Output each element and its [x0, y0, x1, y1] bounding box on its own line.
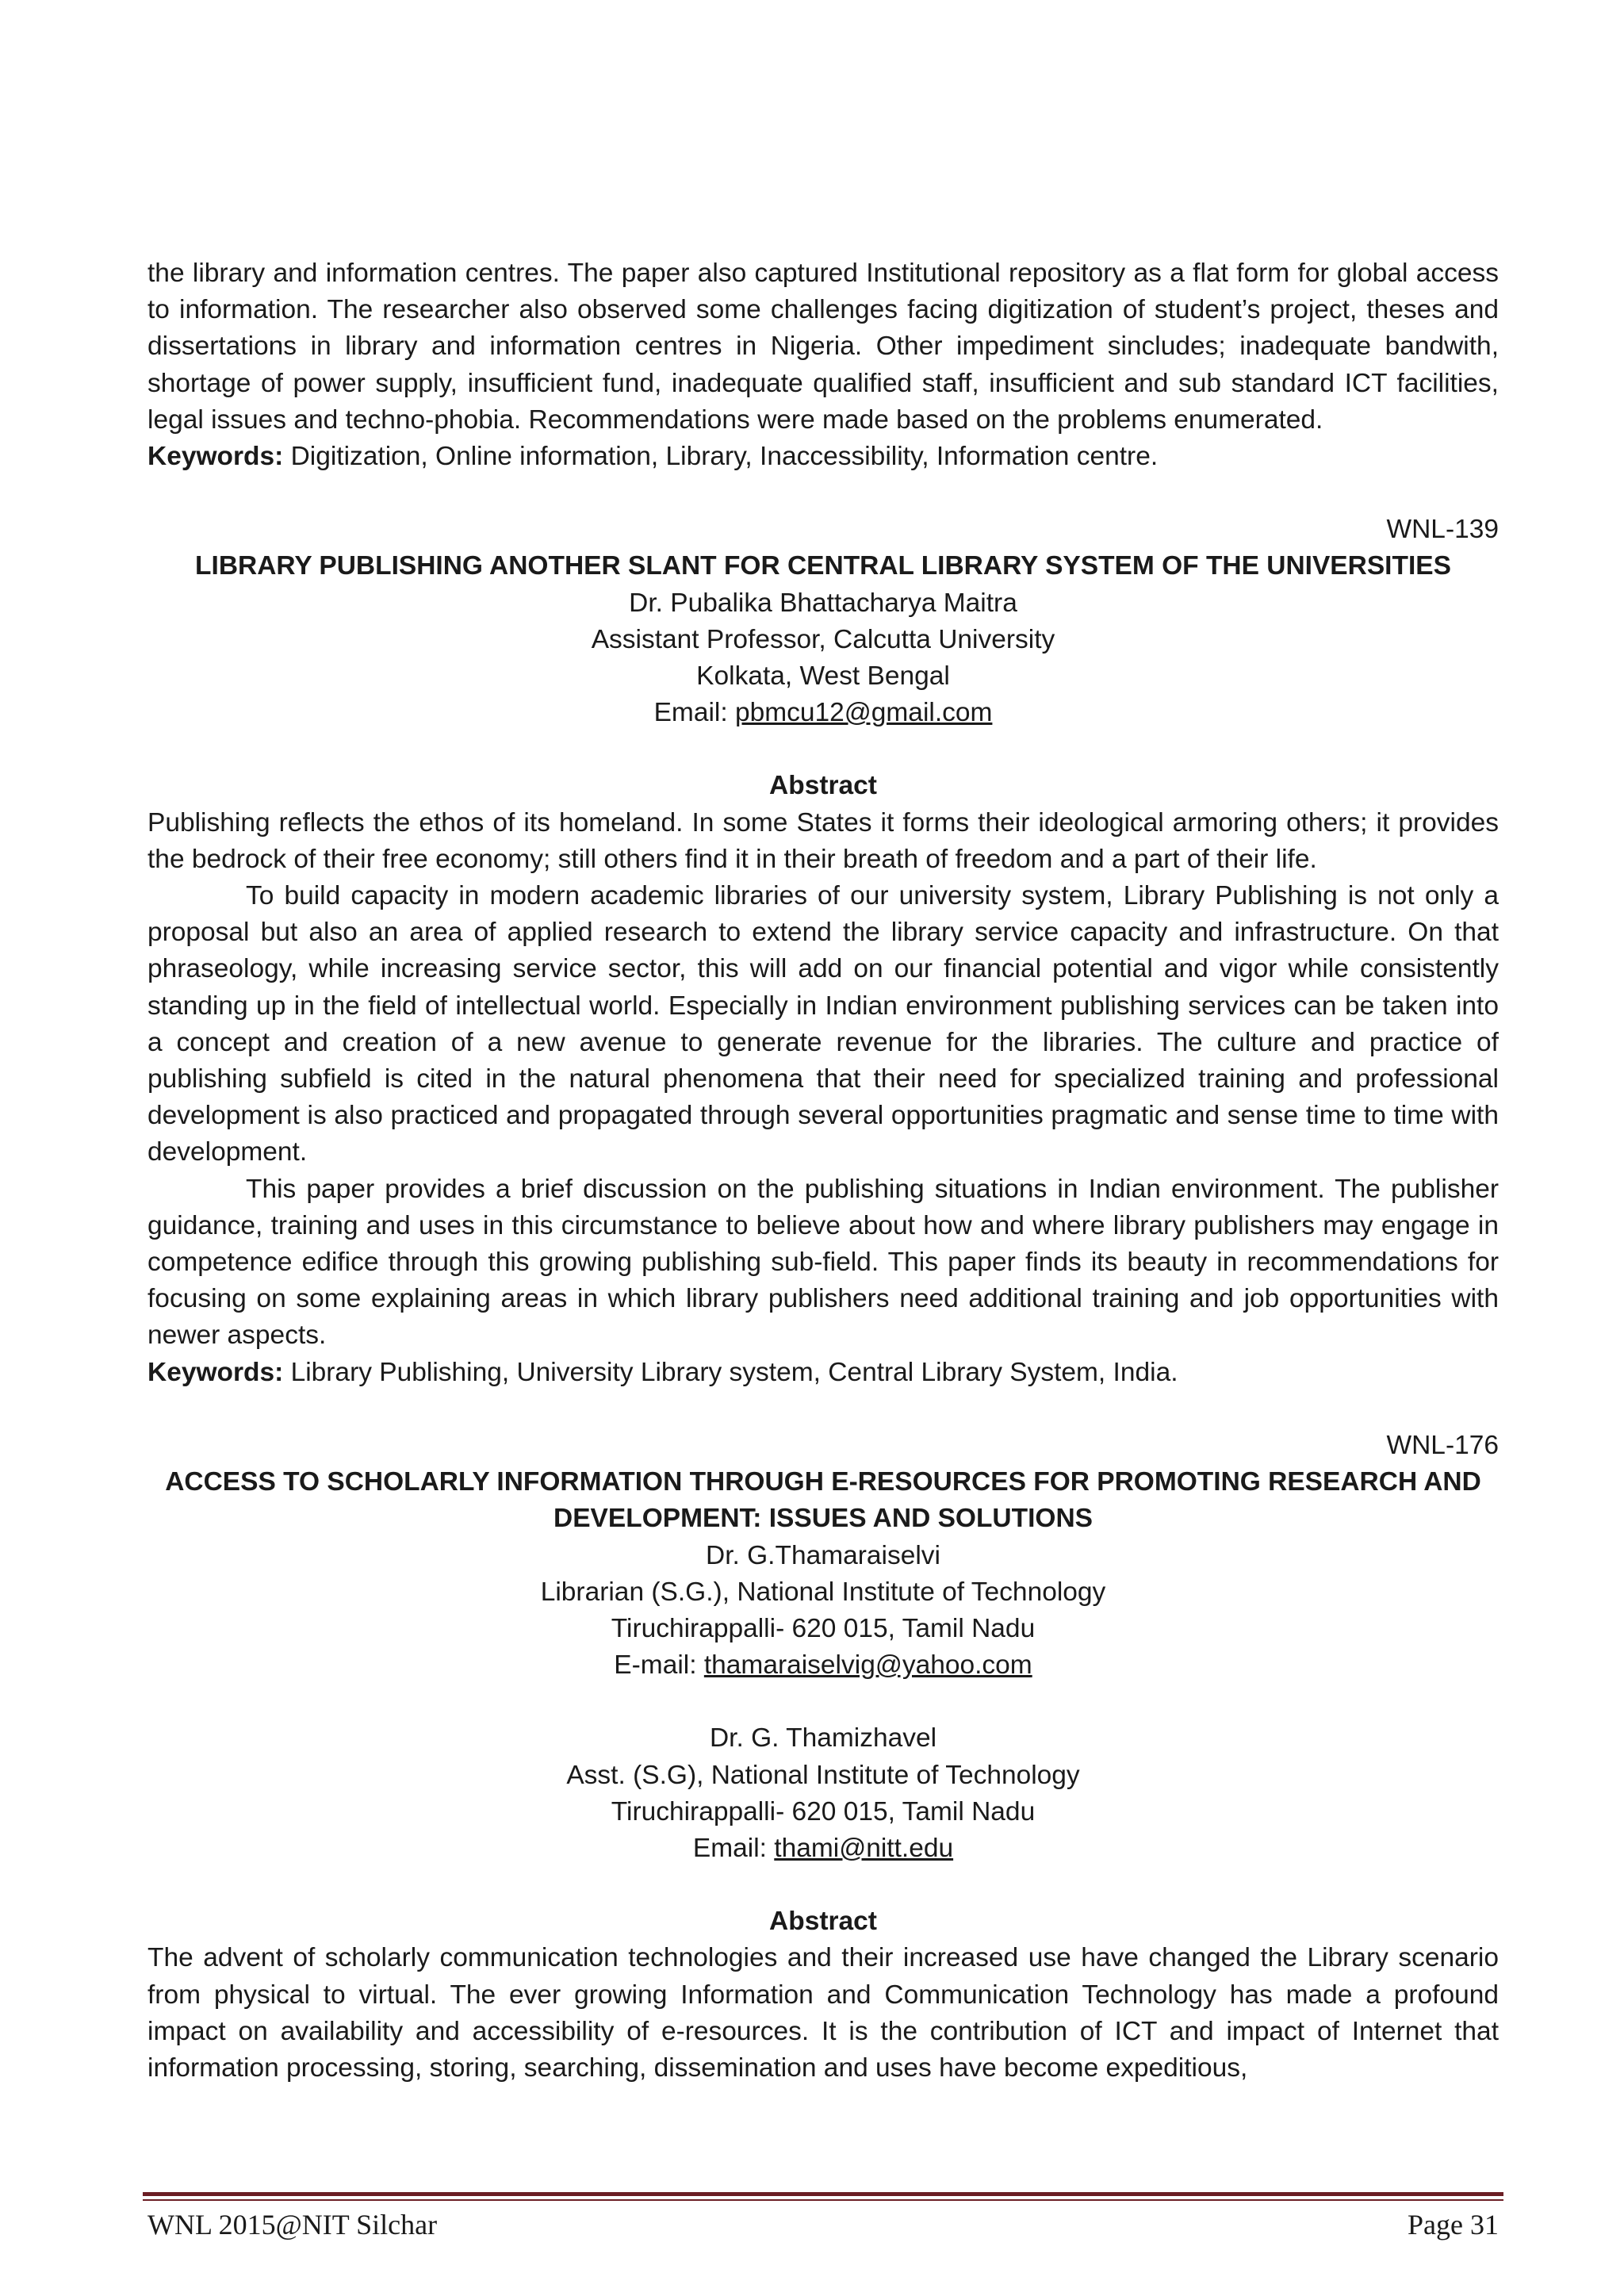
author-location: Tiruchirappalli- 620 015, Tamil Nadu: [611, 1796, 1036, 1826]
author-location: Tiruchirappalli- 620 015, Tamil Nadu: [611, 1613, 1036, 1643]
author-name: Dr. G.Thamaraiselvi: [706, 1540, 940, 1570]
abstract-heading: Abstract: [769, 771, 877, 801]
paper-title: LIBRARY PUBLISHING ANOTHER SLANT FOR CENTRAL LIBRARY SYSTEM OF THE UNIVERSITIES: [195, 551, 1451, 581]
email-link[interactable]: pbmcu12@gmail.com: [734, 698, 993, 728]
email-label: Email:: [692, 1833, 775, 1863]
footer-page-number: Page 31: [1408, 2209, 1499, 2240]
keywords-text: Digitization, Online information, Library, Inaccessibility, Information centre.: [283, 442, 1159, 472]
footer-rule: [143, 2199, 1503, 2201]
author-name: Dr. Pubalika Bhattacharya Maitra: [629, 588, 1017, 618]
author-location: Kolkata, West Bengal: [696, 661, 950, 692]
author-email-line: [147, 1830, 1499, 1867]
intro-keywords: [147, 439, 1499, 475]
abstract-paragraph: Publishing reflects the ethos of its homeland. In some States it forms their ideological armoring others; it provides the bedrock of their free economy; still others find it in their breath of freedom and a part of their life.: [147, 807, 1499, 874]
paper-id: WNL-176: [1386, 1430, 1499, 1460]
email-link[interactable]: thamaraiselvig@yahoo.com: [703, 1650, 1032, 1681]
abstract-paragraph: This paper provides a brief discussion on the publishing situations in Indian environment. The publisher guidance, training and uses in this circumstance to believe about how and where library publishers may engage in competence edifice through this growing publishing sub-field. This paper finds its beauty in recommendations for focusing on some explaining areas in which library publishers need additional training and job opportunities with newer aspects.: [147, 1174, 1499, 1351]
email-link[interactable]: thami@nitt.edu: [774, 1833, 954, 1863]
keywords-label: Keywords:: [147, 442, 284, 472]
abstract-heading: Abstract: [769, 1907, 877, 1937]
abstract-paragraph: The advent of scholarly communication technologies and their increased use have changed the Library scenario from physical to virtual. The ever growing Information and Communication Technology has made a profound impact on availability and accessibility of e-resources. It is the contribution of ICT and impact of Internet that information processing, storing, searching, dissemination and uses have become expeditious,: [147, 1943, 1499, 2083]
abstract-paragraph: To build capacity in modern academic libraries of our university system, Library Publishing is not only a proposal but also an area of applied research to extend the library service capacity and infrastructure. On that phraseology, while increasing service sector, this will add on our financial potential and vigor while consistently standing up in the field of intellectual world. Especially in Indian environment publishing services can be taken into a concept and creation of a new avenue to generate revenue for the libraries. The culture and practice of publishing subfield is cited in the natural phenomena that their need for specialized training and professional development is also practiced and propagated through several opportunities pragmatic and sense time to time with development.: [147, 881, 1499, 1167]
footer-conference: WNL 2015@NIT Silchar: [147, 2209, 438, 2240]
keywords-label: Keywords:: [147, 1357, 284, 1387]
footer-rule: [143, 2192, 1503, 2196]
paper-title: ACCESS TO SCHOLARLY INFORMATION THROUGH E-RESOURCES FOR PROMOTING RESEARCH AND DEVELOPMENT: ISSUES AND SOLUTIONS: [165, 1467, 1481, 1534]
author-affiliation: Asst. (S.G), National Institute of Technology: [566, 1760, 1080, 1790]
email-label: Email:: [653, 698, 735, 728]
keywords-text: Library Publishing, University Library system, Central Library System, India.: [283, 1357, 1178, 1387]
author-email-line: [147, 695, 1499, 731]
paper-keywords: [147, 1355, 1499, 1391]
intro-paragraph: the library and information centres. The paper also captured Institutional repository as a flat form for global access to information. The researcher also observed some challenges facing digitization of student’s project, theses and dissertations in library and information centres in Nigeria. Other impediment sincludes; inadequate bandwith, shortage of power supply, insufficient fund, inadequate qualified staff, insufficient and sub standard ICT facilities, legal issues and techno-phobia. Recommendations were made based on the problems enumerated.: [147, 259, 1499, 435]
paper-id: WNL-139: [1386, 515, 1499, 545]
author-email-line: [147, 1647, 1499, 1684]
author-affiliation: Assistant Professor, Calcutta University: [591, 624, 1055, 654]
author-affiliation: Librarian (S.G.), National Institute of Technology: [540, 1577, 1106, 1607]
page-content: [147, 255, 1499, 2087]
author-name: Dr. G. Thamizhavel: [709, 1723, 937, 1754]
email-label: E-mail:: [614, 1650, 704, 1681]
